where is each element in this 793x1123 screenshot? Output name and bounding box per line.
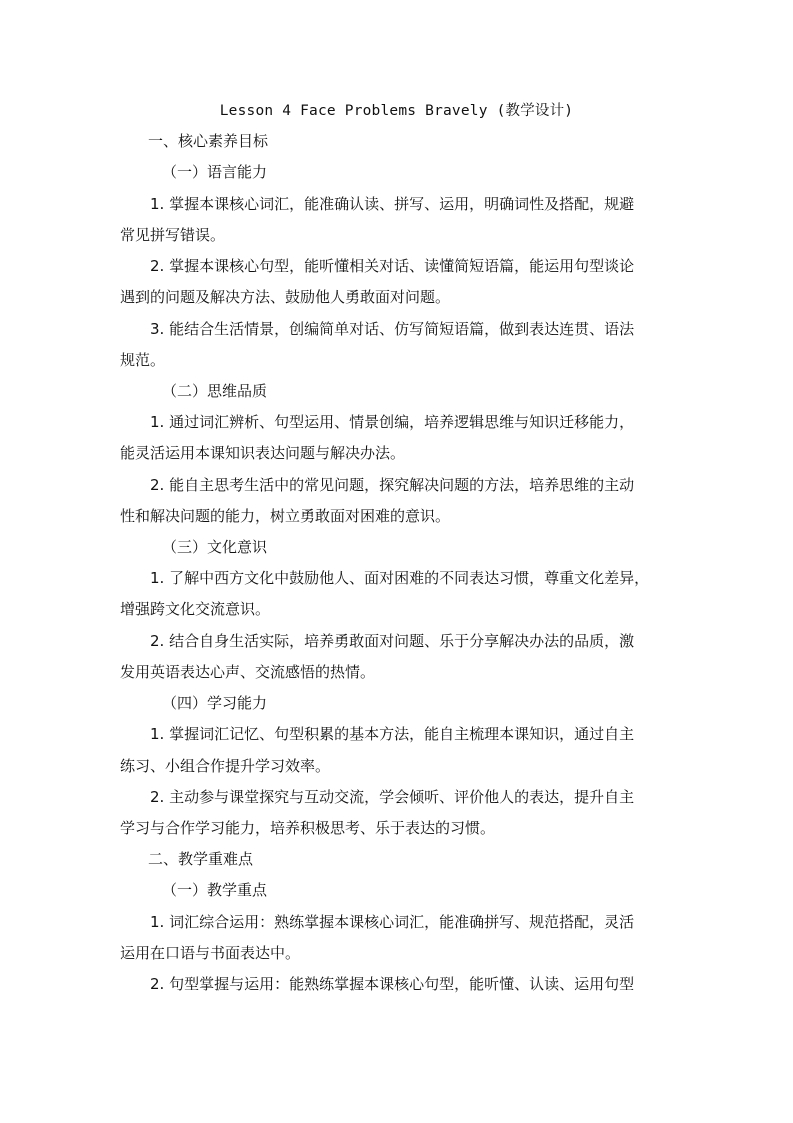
paragraph-line: 常见拼写错误。: [120, 226, 226, 244]
section-heading: 二、教学重难点: [148, 850, 254, 868]
paragraph-line: 1. 掌握本课核心词汇，能准确认读、拼写、运用，明确词性及搭配，规避: [150, 195, 635, 213]
paragraph-line: 运用在口语与书面表达中。: [120, 944, 301, 962]
paragraph-line: 2. 主动参与课堂探究与互动交流，学会倾听、评价他人的表达，提升自主: [150, 788, 635, 806]
paragraph-line: 2. 能自主思考生活中的常见问题，探究解决问题的方法，培养思维的主动: [150, 476, 635, 494]
subsection-heading: （四）学习能力: [162, 694, 268, 712]
subsection-heading: （二）思维品质: [162, 382, 268, 400]
paragraph-line: 1. 了解中西方文化中鼓励他人、面对困难的不同表达习惯，尊重文化差异，: [150, 569, 650, 587]
paragraph-line: 学习与合作学习能力，培养积极思考、乐于表达的习惯。: [120, 819, 496, 837]
subsection-heading: （三）文化意识: [162, 538, 268, 556]
subsection-heading: （一）语言能力: [162, 163, 268, 181]
paragraph-line: 增强跨文化交流意识。: [120, 600, 271, 618]
paragraph-line: 练习、小组合作提升学习效率。: [120, 757, 331, 775]
paragraph-line: 2. 句型掌握与运用：能熟练掌握本课核心句型，能听懂、认读、运用句型: [150, 975, 635, 993]
document-title: Lesson 4 Face Problems Bravely (教学设计): [219, 103, 574, 119]
paragraph-line: 1. 掌握词汇记忆、句型积累的基本方法，能自主梳理本课知识，通过自主: [150, 725, 635, 743]
paragraph-line: 1. 词汇综合运用：熟练掌握本课核心词汇，能准确拼写、规范搭配，灵活: [150, 913, 635, 931]
paragraph-line: 规范。: [120, 351, 166, 369]
paragraph-line: 性和解决问题的能力，树立勇敢面对困难的意识。: [120, 507, 451, 525]
paragraph-line: 2. 掌握本课核心句型，能听懂相关对话、读懂简短语篇，能运用句型谈论: [150, 257, 635, 275]
paragraph-line: 发用英语表达心声、交流感悟的热情。: [120, 663, 376, 681]
subsection-heading: （一）教学重点: [162, 881, 268, 899]
paragraph-line: 1. 通过词汇辨析、句型运用、情景创编，培养逻辑思维与知识迁移能力，: [150, 413, 635, 431]
paragraph-line: 能灵活运用本课知识表达问题与解决办法。: [120, 444, 406, 462]
paragraph-line: 遇到的问题及解决方法、鼓励他人勇敢面对问题。: [120, 288, 451, 306]
section-heading: 一、核心素养目标: [148, 132, 269, 150]
paragraph-line: 2. 结合自身生活实际，培养勇敢面对问题、乐于分享解决办法的品质，激: [150, 632, 635, 650]
paragraph-line: 3. 能结合生活情景，创编简单对话、仿写简短语篇，做到表达连贯、语法: [150, 320, 635, 338]
